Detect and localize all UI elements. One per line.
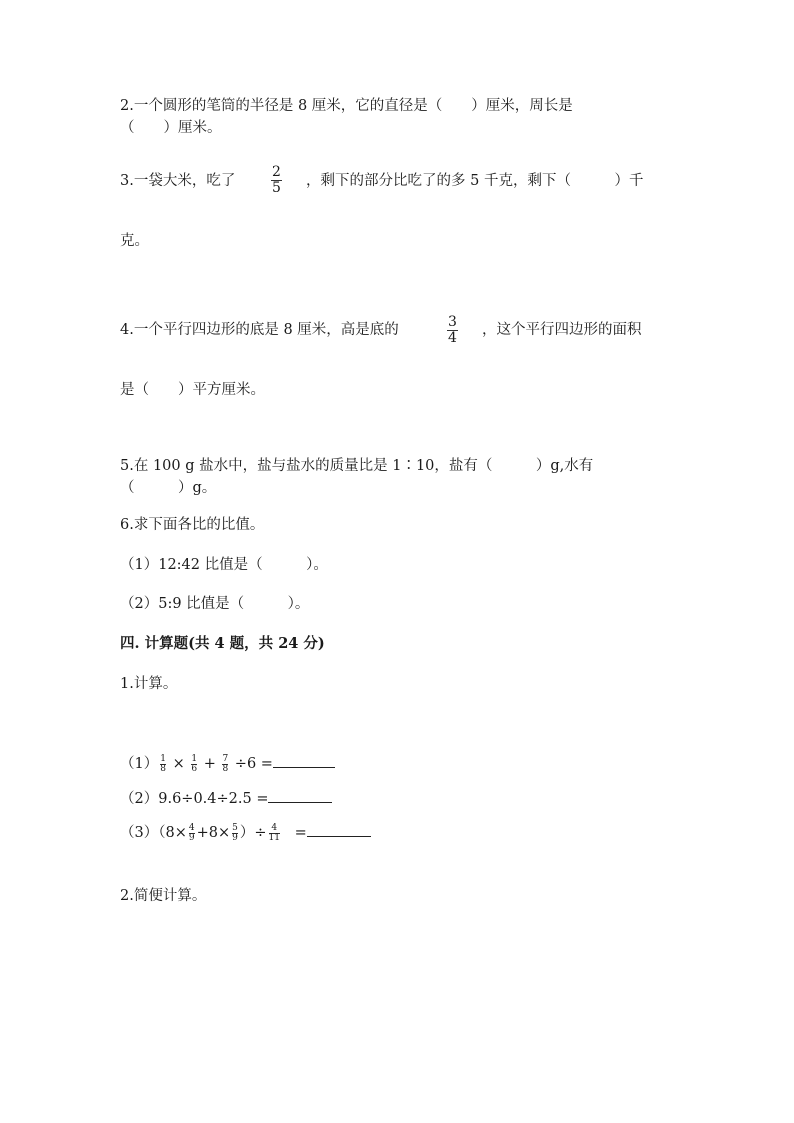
question-4-line-2: 是（ ）平方厘米。 bbox=[120, 382, 265, 398]
fraction bbox=[191, 755, 197, 774]
fraction bbox=[160, 755, 166, 774]
fraction-numerator: 7 bbox=[222, 753, 229, 764]
fraction-denominator: 9 bbox=[188, 832, 195, 843]
expression-close: ）÷ bbox=[239, 825, 267, 841]
fraction-denominator: 8 bbox=[160, 763, 166, 774]
fraction-denominator: 11 bbox=[268, 832, 280, 843]
answer-blank[interactable] bbox=[273, 753, 335, 768]
fraction-denominator: 4 bbox=[448, 330, 457, 346]
expression-label: （1） bbox=[120, 756, 159, 772]
calc-1-expression-2 bbox=[120, 788, 332, 809]
answer-blank[interactable] bbox=[307, 822, 371, 837]
fraction-denominator: 6 bbox=[191, 763, 198, 774]
fraction-numerator: 1 bbox=[191, 753, 198, 764]
expression-open: （8× bbox=[158, 825, 187, 841]
question-3-line-2: 克。 bbox=[120, 233, 149, 249]
fraction bbox=[232, 824, 238, 843]
question-2-line-1: 2.一个圆形的笔筒的半径是 8 厘米，它的直径是（ ）厘米，周长是 bbox=[120, 98, 573, 114]
operator: × bbox=[172, 756, 185, 772]
fraction bbox=[189, 824, 195, 843]
section-heading: 四. 计算题(共 4 题，共 24 分) bbox=[120, 635, 325, 652]
fraction-denominator: 5 bbox=[272, 180, 281, 196]
question-3-part-2: ，剩下的部分比吃了的多 5 千克，剩下（ ）千 bbox=[306, 173, 644, 189]
question-3-fraction bbox=[271, 165, 282, 196]
operator: + bbox=[203, 756, 216, 772]
expression-label: （2） bbox=[120, 791, 159, 807]
expression-mid: +8× bbox=[196, 825, 231, 841]
expression-body: 9.6÷0.4÷2.5 = bbox=[158, 791, 269, 807]
question-3-part-1: 3.一袋大米，吃了 bbox=[120, 173, 236, 189]
calc-1-expression-1 bbox=[120, 753, 335, 774]
question-4-fraction bbox=[447, 315, 458, 346]
fraction bbox=[222, 755, 228, 774]
fraction-numerator: 2 bbox=[272, 164, 281, 180]
expression-tail: ÷6 = bbox=[234, 756, 273, 772]
question-5-line-2: （ ）g。 bbox=[120, 480, 217, 496]
fraction-numerator: 1 bbox=[160, 753, 166, 764]
expression-equals: = bbox=[294, 825, 307, 841]
fraction-denominator: 8 bbox=[222, 763, 229, 774]
fraction-numerator: 5 bbox=[232, 822, 238, 833]
question-2-line-2: （ ）厘米。 bbox=[120, 120, 222, 136]
calc-1-expression-3 bbox=[120, 822, 371, 843]
question-6-item-2: （2）5:9 比值是（ ）。 bbox=[120, 596, 310, 612]
fraction-denominator: 9 bbox=[232, 832, 238, 843]
question-4-part-2: ，这个平行四边形的面积 bbox=[482, 322, 642, 338]
fraction-numerator: 3 bbox=[448, 314, 457, 330]
expression-label: （3） bbox=[120, 825, 159, 841]
calc-2-title: 2.简便计算。 bbox=[120, 888, 207, 904]
question-6-item-1: （1）12:42 比值是（ ）。 bbox=[120, 557, 328, 573]
fraction-numerator: 4 bbox=[271, 822, 278, 833]
calc-1-title: 1.计算。 bbox=[120, 676, 178, 692]
question-5-line-1: 5.在 100 g 盐水中，盐与盐水的质量比是 1∶10，盐有（ ）g,水有 bbox=[120, 458, 594, 474]
question-4-part-1: 4.一个平行四边形的底是 8 厘米，高是底的 bbox=[120, 322, 399, 338]
answer-blank[interactable] bbox=[268, 788, 332, 803]
question-6-title: 6.求下面各比的比值。 bbox=[120, 517, 265, 533]
fraction-numerator: 4 bbox=[188, 822, 195, 833]
fraction bbox=[269, 824, 280, 843]
